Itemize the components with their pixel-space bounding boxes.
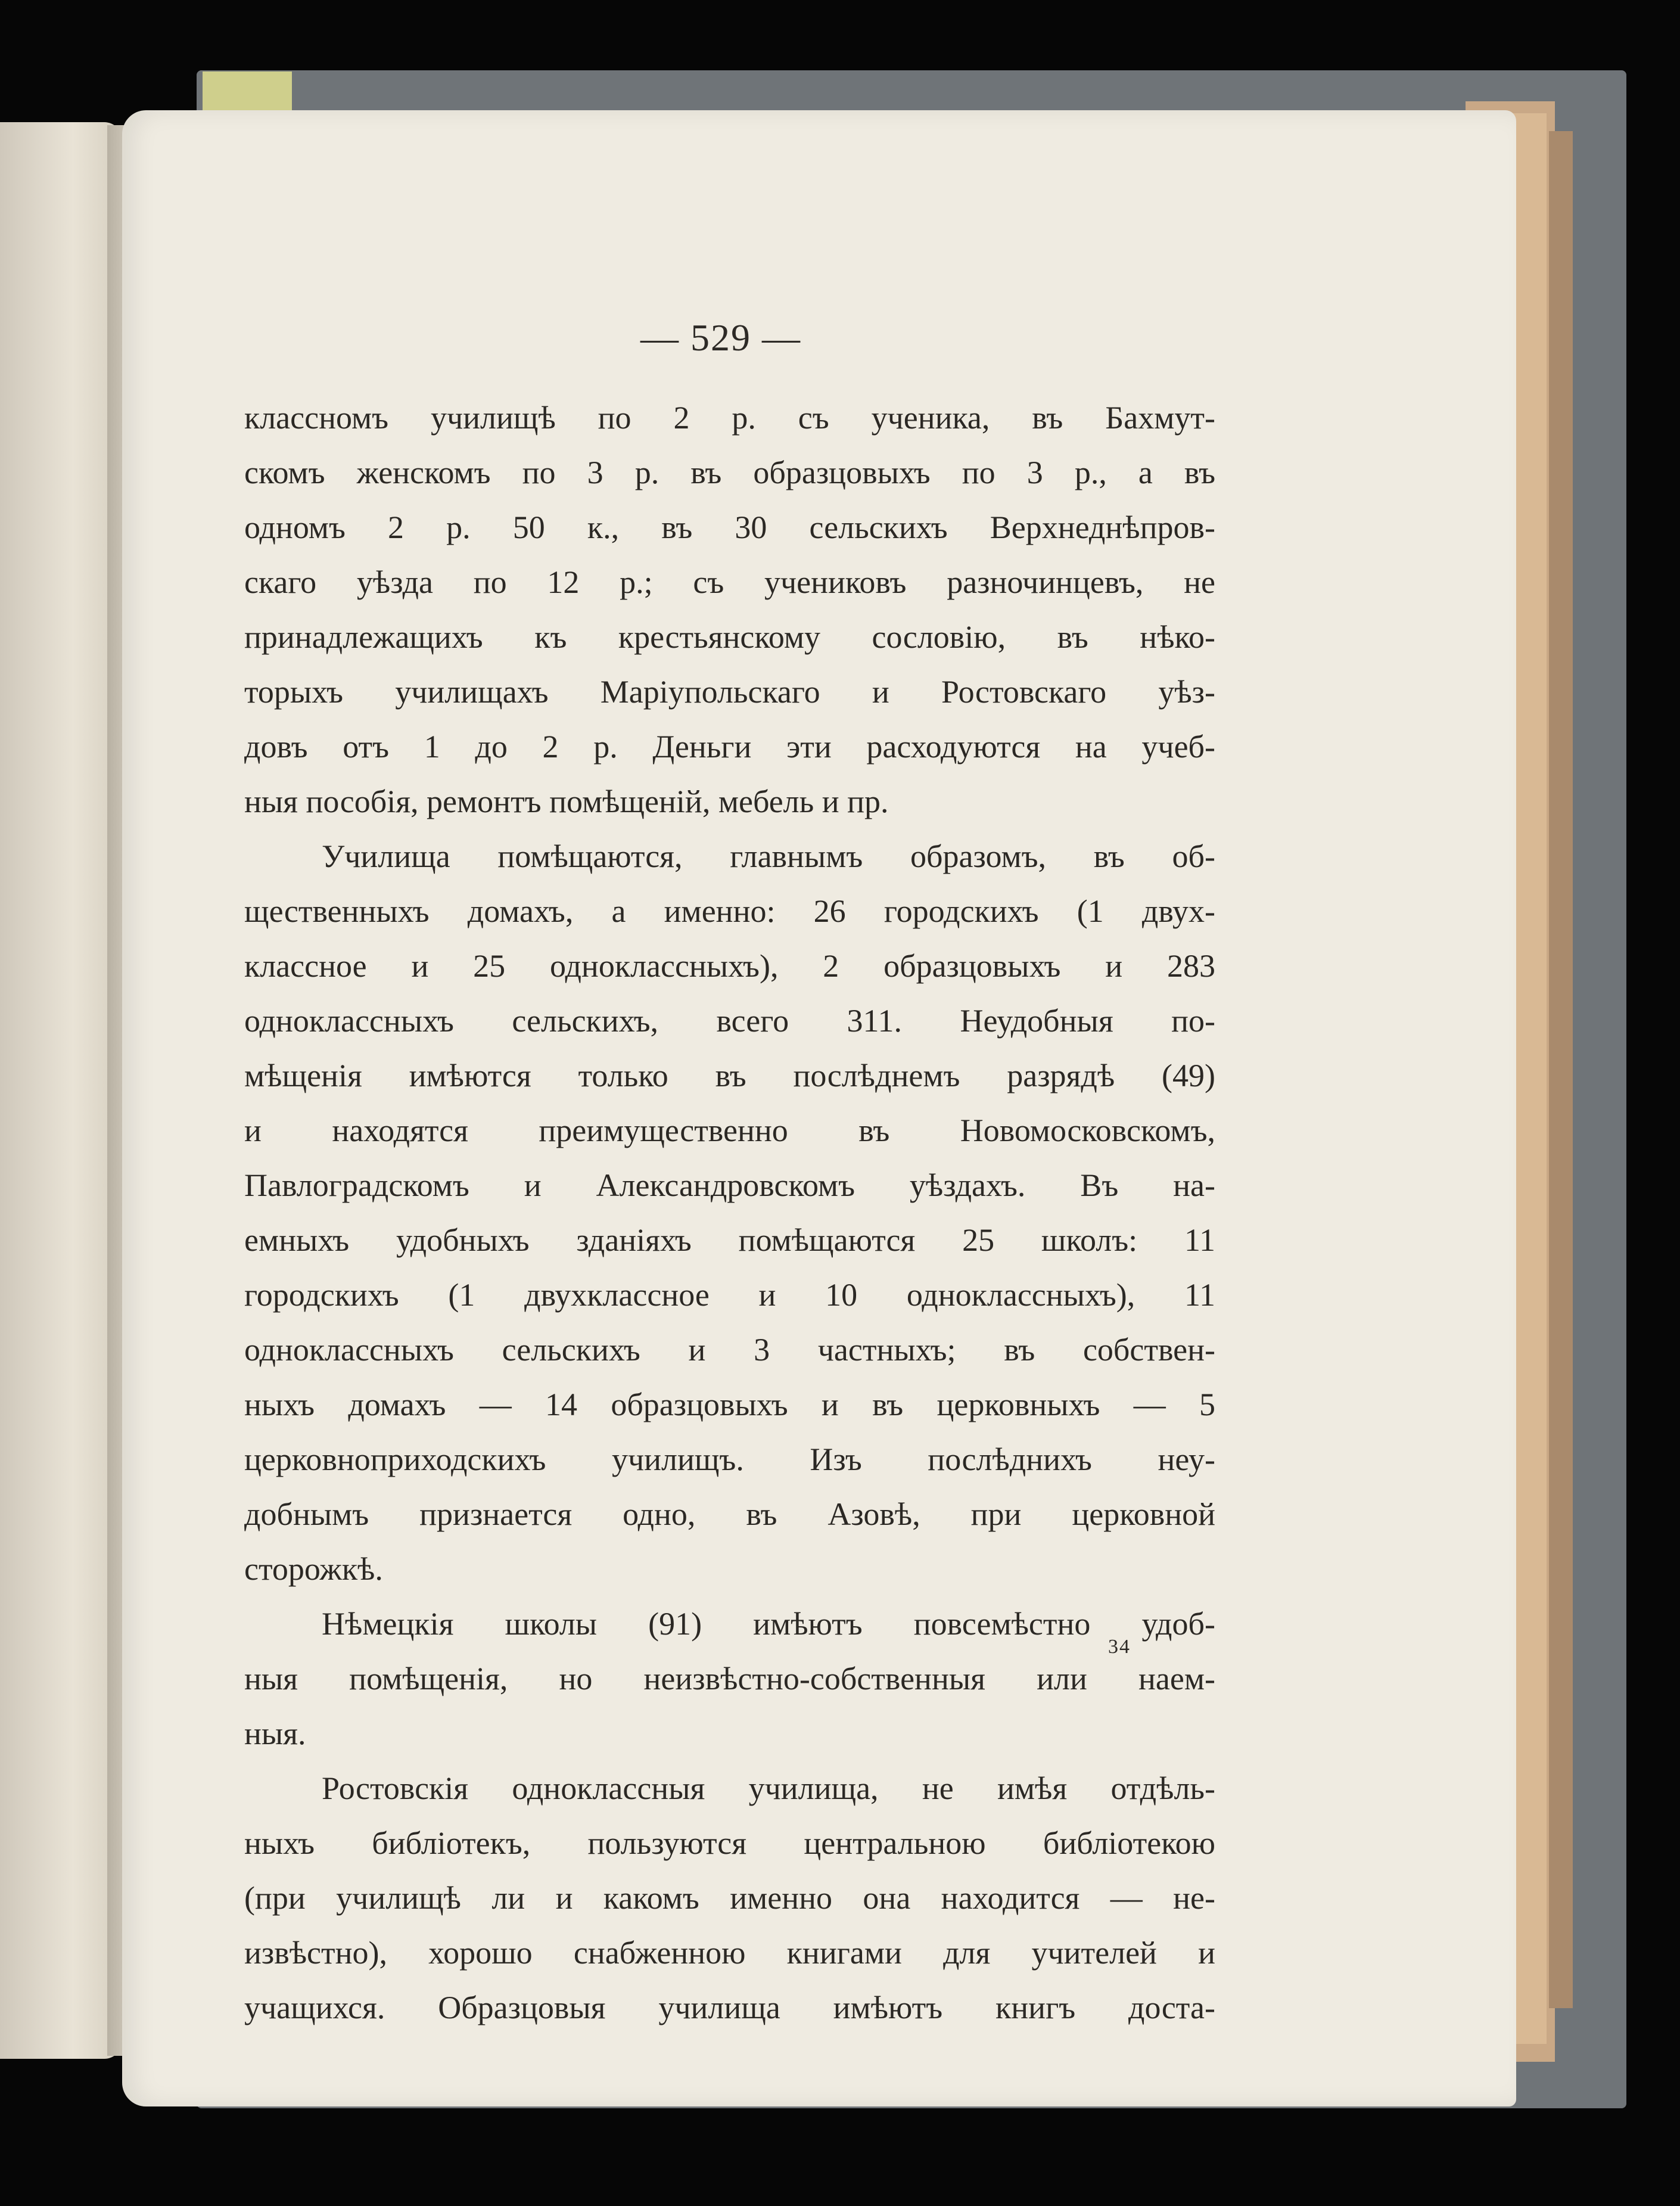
text-line: принадлежащихъ къ крестьянскому сословію, въ нѣко- <box>244 619 1215 655</box>
text-line: ныя помѣщенія, но неизвѣстно-собственныя или наем- <box>244 1661 1215 1697</box>
text-line: одноклассныхъ сельскихъ и 3 частныхъ; въ собствен- <box>244 1332 1215 1368</box>
text-line: извѣстно), хорошо снабженною книгами для учителей и <box>244 1935 1215 1971</box>
text-line: ныя. <box>244 1716 306 1751</box>
text-line: классномъ училищѣ по 2 р. съ ученика, въ Бахмут- <box>244 400 1215 436</box>
left-page-edge <box>0 122 122 2059</box>
text-line: классное и 25 одноклассныхъ), 2 образцовыхъ и 283 <box>244 948 1215 984</box>
text-line: довъ отъ 1 до 2 р. Деньги эти расходуются на учеб- <box>244 729 1215 765</box>
text-line: городскихъ (1 двухклассное и 10 одноклассныхъ), 11 <box>244 1277 1215 1313</box>
paragraph-start-line: Ростовскія одноклассныя училища, не имѣя отдѣль- <box>322 1770 1215 1806</box>
text-line: одномъ 2 р. 50 к., въ 30 сельскихъ Верхнеднѣпров- <box>244 509 1215 545</box>
text-line: скаго уѣзда по 12 р.; съ учениковъ разночинцевъ, не <box>244 564 1215 600</box>
text-line: (при училищѣ ли и какомъ именно она находится — не- <box>244 1880 1215 1916</box>
text-line: щественныхъ домахъ, а именно: 26 городскихъ (1 двух- <box>244 893 1215 929</box>
text-line: ныя пособія, ремонтъ помѣщеній, мебель и пр. <box>244 784 889 819</box>
page-number: — 529 — <box>640 316 801 359</box>
text-line: и находятся преимущественно въ Новомосковскомъ, <box>244 1113 1215 1148</box>
page-text <box>244 390 1215 2035</box>
text-line: ныхъ библіотекъ, пользуются центральною библіотекою <box>244 1825 1215 1861</box>
paragraph-start-line: Училища помѣщаются, главнымъ образомъ, въ об- <box>322 838 1215 874</box>
text-line: ныхъ домахъ — 14 образцовыхъ и въ церковныхъ — 5 <box>244 1387 1215 1422</box>
text-line: мѣщенія имѣются только въ послѣднемъ разрядѣ (49) <box>244 1058 1215 1093</box>
text-line: торыхъ училищахъ Маріупольскаго и Ростовскаго уѣз- <box>244 674 1215 710</box>
paragraph-start-line: Нѣмецкія школы (91) имѣютъ повсемѣстно удоб- <box>322 1606 1215 1642</box>
text-line: скомъ женскомъ по 3 р. въ образцовыхъ по 3 р., а въ <box>244 455 1215 490</box>
text-line: емныхъ удобныхъ зданіяхъ помѣщаются 25 школъ: 11 <box>244 1222 1215 1258</box>
printer-signature-mark: 34 <box>1108 1636 1131 1658</box>
page-edges-stack-back <box>1549 131 1573 2008</box>
text-line: Павлоградскомъ и Александровскомъ уѣздахъ. Въ на- <box>244 1167 1215 1203</box>
text-line: церковноприходскихъ училищъ. Изъ послѣднихъ неу- <box>244 1441 1215 1477</box>
text-line: сторожкѣ. <box>244 1551 383 1587</box>
text-line: одноклассныхъ сельскихъ, всего 311. Неудобныя по- <box>244 1003 1215 1039</box>
text-line: учащихся. Образцовыя училища имѣютъ книгъ доста- <box>244 1990 1215 2025</box>
text-line: добнымъ признается одно, въ Азовѣ, при церковной <box>244 1496 1215 1532</box>
